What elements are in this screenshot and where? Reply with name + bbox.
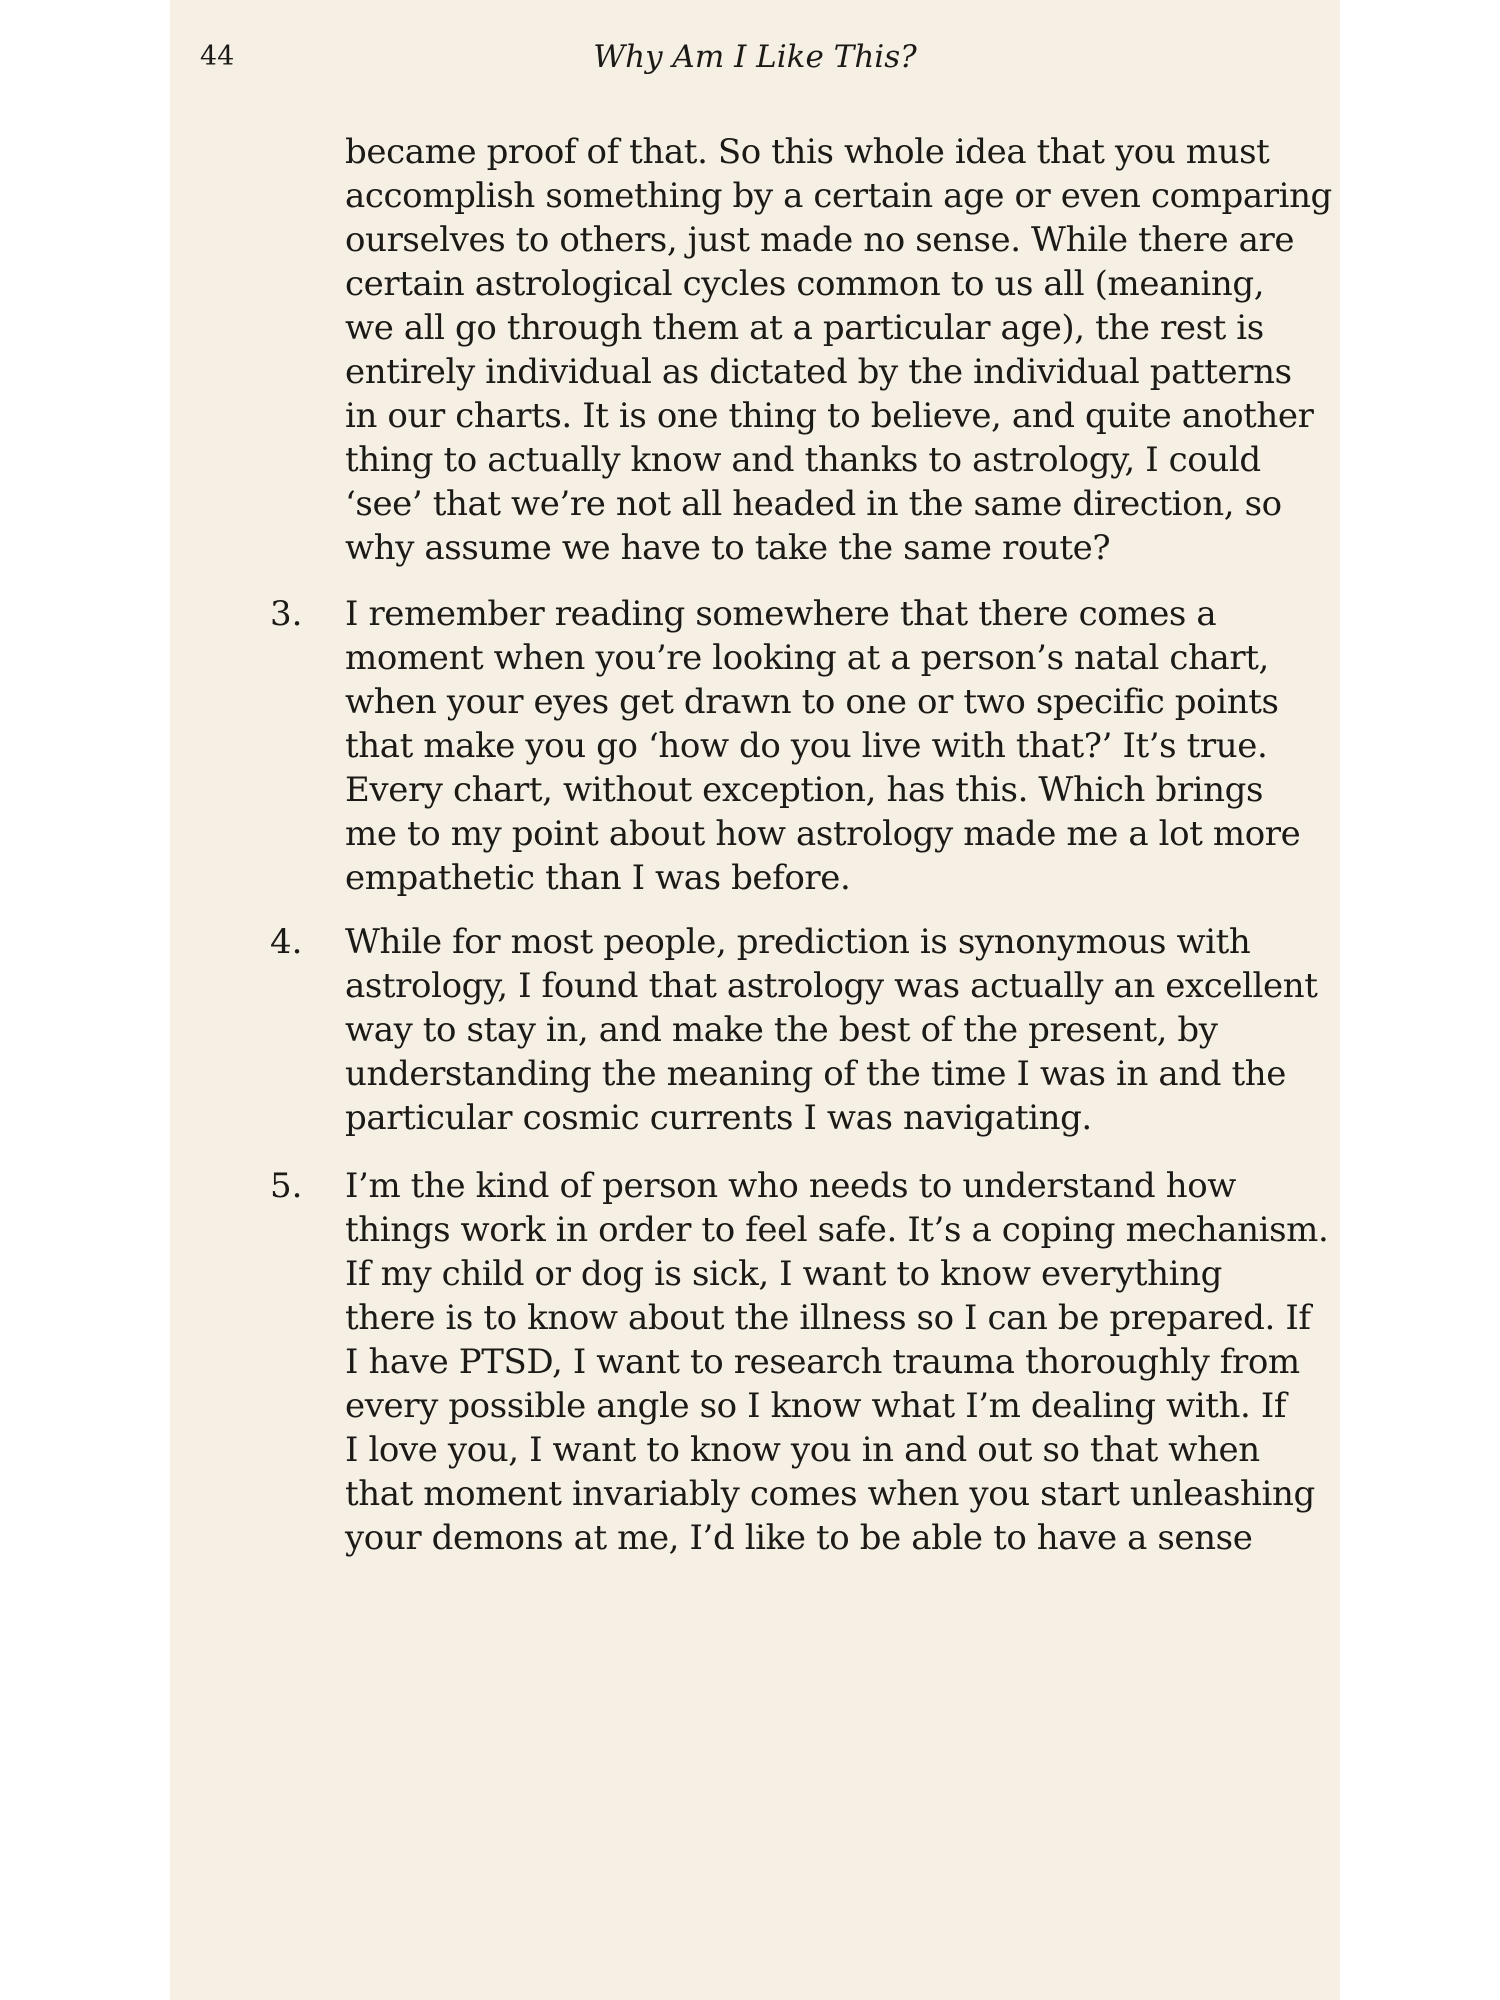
page-header — [200, 38, 1310, 78]
text-line: every possible angle so I know what I’m dealing with. If — [345, 1386, 1287, 1426]
text-line: things work in order to feel safe. It’s a coping mechanism. — [345, 1210, 1329, 1250]
text-line: that moment invariably comes when you start unleashing — [345, 1474, 1315, 1514]
text-line: I love you, I want to know you in and out so that when — [345, 1430, 1260, 1470]
text-line: when your eyes get drawn to one or two specific points — [345, 682, 1279, 722]
text-line: I’m the kind of person who needs to understand how — [345, 1166, 1236, 1206]
text-line: accomplish something by a certain age or even comparing — [345, 176, 1332, 216]
text-line: became proof of that. So this whole idea that you must — [345, 132, 1270, 172]
text-line: moment when you’re looking at a person’s natal chart, — [345, 638, 1269, 678]
text-line: understanding the meaning of the time I was in and the — [345, 1054, 1287, 1094]
text-line: Every chart, without exception, has this. Which brings — [345, 770, 1264, 810]
text-line: particular cosmic currents I was navigating. — [345, 1098, 1092, 1138]
book-page — [170, 0, 1340, 2000]
list-item-number: 4. — [270, 922, 303, 962]
text-line: we all go through them at a particular age), the rest is — [345, 308, 1264, 348]
text-line: ‘see’ that we’re not all headed in the same direction, so — [345, 484, 1282, 524]
page-number: 44 — [200, 41, 235, 72]
text-line: there is to know about the illness so I can be prepared. If — [345, 1298, 1311, 1338]
text-line: I have PTSD, I want to research trauma thoroughly from — [345, 1342, 1300, 1382]
text-line: way to stay in, and make the best of the present, by — [345, 1010, 1218, 1050]
text-line: why assume we have to take the same route? — [345, 528, 1111, 568]
text-line: If my child or dog is sick, I want to know everything — [345, 1254, 1222, 1294]
text-line: While for most people, prediction is synonymous with — [345, 922, 1251, 962]
text-line: your demons at me, I’d like to be able to have a sense — [345, 1518, 1253, 1558]
text-line: that make you go ‘how do you live with that?’ It’s true. — [345, 726, 1268, 766]
text-line: ourselves to others, just made no sense. While there are — [345, 220, 1295, 260]
text-line: in our charts. It is one thing to believe, and quite another — [345, 396, 1314, 436]
running-title: Why Am I Like This? — [593, 39, 917, 75]
text-line: I remember reading somewhere that there comes a — [345, 594, 1217, 634]
text-line: astrology, I found that astrology was actually an excellent — [345, 966, 1318, 1006]
text-line: me to my point about how astrology made me a lot more — [345, 814, 1301, 854]
list-item-number: 3. — [270, 594, 303, 634]
text-line: empathetic than I was before. — [345, 858, 851, 898]
text-line: entirely individual as dictated by the individual patterns — [345, 352, 1292, 392]
list-item-number: 5. — [270, 1166, 303, 1206]
text-line: thing to actually know and thanks to astrology, I could — [345, 440, 1261, 480]
text-line: certain astrological cycles common to us all (meaning, — [345, 264, 1265, 304]
